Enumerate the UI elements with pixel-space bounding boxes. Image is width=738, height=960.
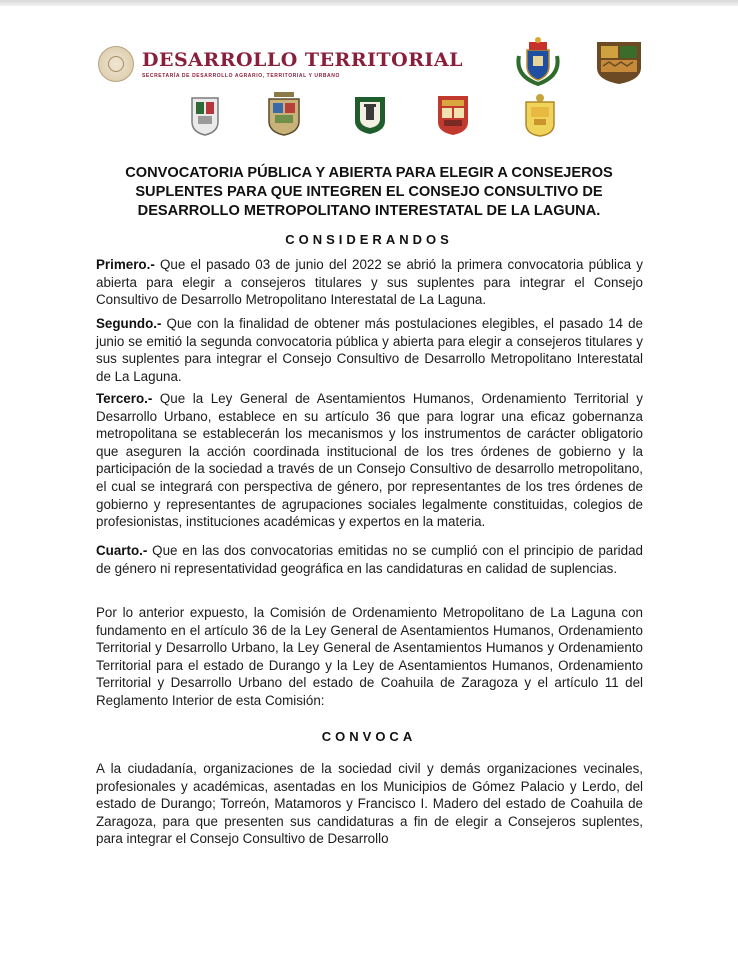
coahuila-state-crest-icon [595,38,643,84]
convoca-paragraph: A la ciudadanía, organizaciones de la sociedad civil y demás organizaciones vecinales, profesionales y académicas, asentadas en los Municipios de Gómez Palacio y Lerdo, del estado de Durango; Torreón, Matamoros y Francisco I. Madero del estado de Coahuila de Zaragoza, para que presenten sus candidaturas a fin de elegir a Consejeros suplentes, para integrar el Consejo Consultivo de Desarrollo [96,761,643,847]
gomez-palacio-crest-icon [190,96,220,136]
segundo-label: Segundo.- [96,316,162,331]
title-line: DESARROLLO METROPOLITANO INTERESTATAL DE LA LAGUNA. [137,203,601,219]
lerdo-crest-icon [266,92,302,136]
national-seal-icon [98,46,134,82]
primero-text: Que el pasado 03 de junio del 2022 se abrió la primera convocatoria pública y abierta para elegir a consejeros titulares y sus suplentes para integrar el Consejo Consultivo de Desarrollo Metropolitano Interestatal de La Laguna. [96,257,643,308]
cuarto-text: Que en las dos convocatorias emitidas no se cumplió con el principio de paridad de género ni representatividad geográfica en las candidaturas en calidad de suplencias. [96,543,643,576]
cuarto-label: Cuarto.- [96,543,148,558]
tercero-text: Que la Ley General de Asentamientos Humanos, Ordenamiento Territorial y Desarrollo Urbano, establece en su artículo 36 que para lograr una eficaz gobernanza metropolitana se establecerán los mecanismos y los instrumentos de carácter obligatorio que aseguren la acción coordinada institucional de los tres órdenes de gobierno y la participación de la sociedad a través de un Consejo Consultivo de desarrollo metropolitano, el cual se integrará con perspectiva de género, por representantes de los tres órdenes de gobierno y representantes de agrupaciones sociales legalmente constituidas, colegios de profesionistas, instituciones académicas y expertos en la materia. [96,391,643,530]
logo-title: DESARROLLO TERRITORIAL [142,49,463,71]
torreon-crest-icon [353,95,387,135]
title-line: CONVOCATORIA PÚBLICA Y ABIERTA PARA ELEGIR A CONSEJEROS [125,165,613,181]
sedatu-logo [98,44,463,84]
segundo-paragraph [96,315,643,385]
tercero-paragraph [96,390,643,531]
top-shadow-bar [0,0,738,6]
considerandos-heading: CONSIDERANDOS [285,232,453,247]
logo-subtitle: SECRETARÍA DE DESARROLLO AGRARIO, TERRITORIAL Y URBANO [142,73,340,79]
segundo-text: Que con la finalidad de obtener más postulaciones elegibles, el pasado 14 de junio se emitió la segunda convocatoria pública y abierta para elegir a consejeros titulares y sus suplentes para integrar el Consejo Consultivo de Desarrollo Metropolitano Interestatal de La Laguna. [96,316,643,384]
cuarto-paragraph [96,542,643,577]
title-line: SUPLENTES PARA QUE INTEGREN EL CONSEJO CONSULTIVO DE [135,184,603,200]
primero-label: Primero.- [96,257,155,272]
durango-state-crest-icon [515,36,561,86]
document-title [60,164,678,221]
primero-paragraph [96,256,643,309]
convoca-heading: CONVOCA [321,729,417,744]
expuesto-paragraph: Por lo anterior expuesto, la Comisión de Ordenamiento Metropolitano de La Laguna con fundamento en el artículo 36 de la Ley General de Asentamientos Humanos, Ordenamiento Territorial y Desarrollo Urbano, la Ley General de Asentamientos Humanos y Ordenamiento Territorial para el estado de Durango y la Ley de Asentamientos Humanos, Ordenamiento Territorial y Desarrollo Urbano del estado de Coahuila de Zaragoza y el artículo 11 del Reglamento Interior de esta Comisión: [96,605,643,708]
matamoros-crest-icon [436,94,470,136]
francisco-i-madero-crest-icon [523,93,557,137]
tercero-label: Tercero.- [96,391,153,406]
